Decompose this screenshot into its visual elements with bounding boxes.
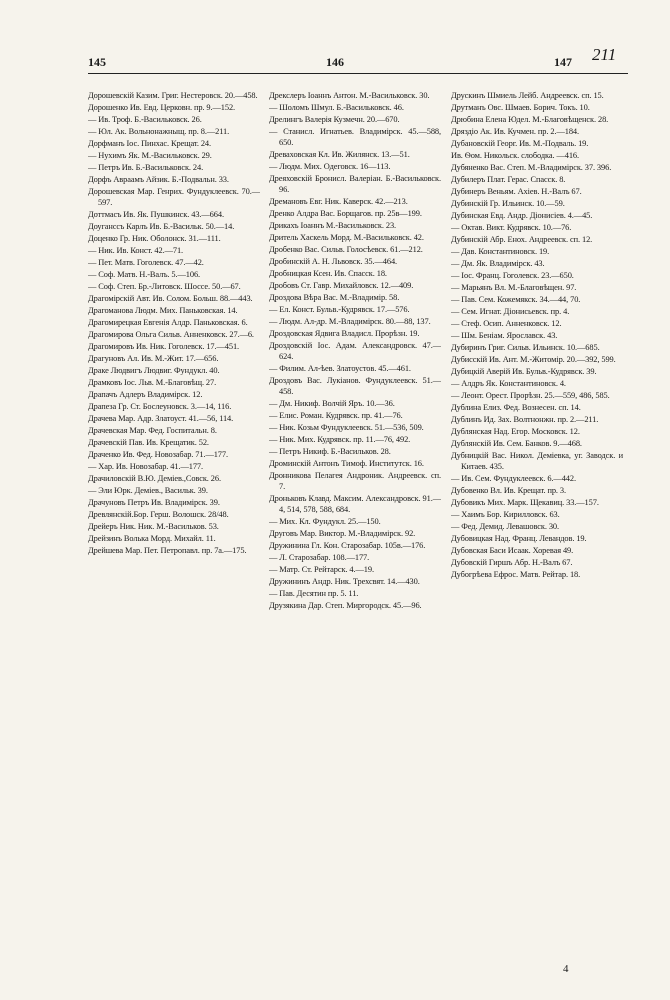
directory-entry: Дроздова Вѣра Вас. М.-Владимір. 58. bbox=[269, 293, 400, 302]
directory-entry: Драчева Мар. Адр. Златоуст. 41.—56, 114. bbox=[88, 414, 234, 423]
directory-entry: — Пав. Десятин пр. 5. 11. bbox=[269, 589, 359, 598]
page-header bbox=[88, 45, 628, 71]
directory-entry: — Петръ Никиф. Б.-Васильков. 28. bbox=[269, 447, 391, 456]
directory-entry: Дубовенко Вл. Ив. Крещат. пр. 3. bbox=[451, 486, 567, 495]
directory-entry: — Сем. Игнат. Діонисьевск. пр. 4. bbox=[451, 307, 570, 316]
directory-entry: Дубовскій Гиршъ Абр. Н.-Валъ 67. bbox=[451, 558, 573, 567]
directory-entry: Дрелингъ Валерія Кузмечн. 20.—670. bbox=[269, 115, 400, 124]
directory-entry: — Станисл. Игнатьев. Владимірск. 45.—588, 650. bbox=[269, 127, 441, 147]
directory-entry: Драпачъ Адлеръ Владимірск. 12. bbox=[88, 390, 203, 399]
directory-entry: Драмковъ Іос. Льв. М.-Благовѣщ. 27. bbox=[88, 378, 217, 387]
directory-entry: — Дм. Як. Владимірск. 43. bbox=[451, 259, 545, 268]
directory-entry: Драгомирова Ольга Сильв. Анненковск. 27.—6. bbox=[88, 330, 254, 339]
directory-entry: Дубилеръ Плат. Герас. Спасск. 8. bbox=[451, 175, 566, 184]
directory-entry: Дремановъ Евг. Ник. Каверск. 42.—213. bbox=[269, 197, 408, 206]
directory-entry: Дроздовская Ядвига Владисл. Прорѣзн. 19. bbox=[269, 329, 420, 338]
directory-entry: Дорошевскій Казим. Григ. Нестеровск. 20.—458. bbox=[88, 91, 258, 100]
directory-entry: Доуганссъ Карлъ Ив. Б.-Васильк. 50.—14. bbox=[88, 222, 235, 231]
directory-entry: Друтманъ Овс. Шмаев. Борич. Токъ. 10. bbox=[451, 103, 590, 112]
directory-entry: Дритель Хаскель Морд. М.-Васильковск. 42. bbox=[269, 233, 424, 242]
directory-entry: Драгомировъ Ив. Ник. Гоголевск. 17.—451. bbox=[88, 342, 240, 351]
directory-entry: Драгуновъ Ал. Ив. М.-Жит. 17.—656. bbox=[88, 354, 219, 363]
directory-entry: — Марьянъ Вл. М.-Благовѣщен. 97. bbox=[451, 283, 577, 292]
directory-entry: Дубинская Евд. Андр. Діонисіев. 4.—45. bbox=[451, 211, 593, 220]
directory-entry: — Л. Старозабар. 108.—177. bbox=[269, 553, 370, 562]
directory-entry: Ив. Ѳом. Никольск. слободка. —416. bbox=[451, 151, 580, 160]
directory-column-3 bbox=[451, 90, 623, 950]
directory-entry: Дорфъ Авраамъ Айзик. Б.-Подвальн. 33. bbox=[88, 175, 229, 184]
directory-entry: Дреяховскій Бронисл. Валеріан. Б.-Васильковск. 96. bbox=[269, 174, 441, 194]
directory-entry: Дубицкій Аверій Ив. Бульв.-Кудрявск. 39. bbox=[451, 367, 597, 376]
directory-entry: — Шм. Беніам. Ярославск. 43. bbox=[451, 331, 558, 340]
page-number-right: 147 bbox=[554, 55, 572, 69]
page-number-left: 145 bbox=[88, 55, 106, 69]
directory-entry: Древаховская Кл. Ив. Жилянск. 13.—51. bbox=[269, 150, 410, 159]
directory-entry: Дубяненко Вас. Степ. М.-Владимірск. 37. 396. bbox=[451, 163, 612, 172]
directory-entry: Дубановскій Георг. Ив. М.-Подваль. 19. bbox=[451, 139, 589, 148]
directory-entry: Дубинскій Абр. Енох. Андреевск. сп. 12. bbox=[451, 235, 593, 244]
directory-entry: Дубисскій Ив. Ант. М.-Житомір. 20.—392, 599. bbox=[451, 355, 616, 364]
directory-column-2 bbox=[269, 90, 441, 950]
directory-entry: — Дав. Константиновск. 19. bbox=[451, 247, 550, 256]
directory-entry: Дробницкая Ксен. Ив. Спасск. 18. bbox=[269, 269, 387, 278]
directory-entry: Дробовъ Ст. Гавр. Михайловск. 12.—409. bbox=[269, 281, 414, 290]
directory-entry: Дробенко Вас. Сильв. Голосѣевск. 61.—212. bbox=[269, 245, 423, 254]
directory-entry: Дублинъ Ид. Зах. Волтнонжн. пр. 2.—211. bbox=[451, 415, 599, 424]
directory-entry: Дроздовскій Іос. Адам. Александровск. 47.—624. bbox=[269, 341, 441, 361]
directory-entry: — Ник. Козьм Фундуклеевск. 51.—536, 509. bbox=[269, 423, 424, 432]
directory-entry: Дроминскій Антонъ Тимоф. Институтск. 16. bbox=[269, 459, 424, 468]
directory-entry: Дубинскій Гр. Ильинск. 10.—59. bbox=[451, 199, 565, 208]
directory-entry: — Людм. Мих. Одеговск. 16—113. bbox=[269, 162, 391, 171]
directory-entry: — Матр. Ст. Рейтарск. 4.—19. bbox=[269, 565, 374, 574]
directory-entry: Друскинъ Шмиель Лейб. Андреевск. сп. 15. bbox=[451, 91, 604, 100]
header-rule bbox=[88, 73, 628, 74]
directory-entry: — Филим. Ал-ѣев. Златоустов. 45.—461. bbox=[269, 364, 411, 373]
directory-entry: Дронникова Пелагея Андроник. Андреевск. сп. 7. bbox=[269, 471, 441, 491]
directory-entry: Дубовикъ Мих. Марк. Щекавиц. 33.—157. bbox=[451, 498, 599, 507]
directory-entry: Дублина Елиз. Фед. Вознесен. сп. 14. bbox=[451, 403, 581, 412]
directory-entry: Драпеза Гр. Ст. Бослеуновск. 3.—14, 116. bbox=[88, 402, 232, 411]
directory-entry: — Хар. Ив. Новозабар. 41.—177. bbox=[88, 462, 203, 471]
footer-signature-number: 4 bbox=[563, 963, 569, 975]
directory-entry: Дубовицкая Над. Франц. Левандов. 19. bbox=[451, 534, 587, 543]
directory-entry: — Алдръ Як. Константиновск. 4. bbox=[451, 379, 566, 388]
directory-entry: Дрикахъ Іоаннъ М.-Васильковск. 23. bbox=[269, 221, 397, 230]
directory-entry: Драчевская Мар. Фед. Госпитальн. 8. bbox=[88, 426, 217, 435]
directory-entry: Драгомірскій Авт. Ив. Солом. Больш. 88.—443. bbox=[88, 294, 253, 303]
directory-entry: Драгомирецкая Евгенія Алдр. Паньковская. 6. bbox=[88, 318, 248, 327]
directory-entry: Друговъ Мар. Виктор. М.-Владимірск. 92. bbox=[269, 529, 416, 538]
directory-entry: Дубницкій Вас. Никол. Деміевка, уг. Заводск. и Китаев. 435. bbox=[451, 451, 623, 471]
directory-entry: — Ник. Ив. Конст. 42.—71. bbox=[88, 246, 184, 255]
directory-entry: — Ел. Конст. Бульв.-Кудрявск. 17.—576. bbox=[269, 305, 410, 314]
directory-entry: Дубинеръ Веньям. Ахіев. Н.-Валъ 67. bbox=[451, 187, 582, 196]
directory-entry: Драчиловскій В.Ю. Деміев.,Совск. 26. bbox=[88, 474, 221, 483]
directory-entry: Драгоманова Людм. Мих. Паньковская. 14. bbox=[88, 306, 238, 315]
directory-entry: Древлянскій.Бор. Герш. Волошск. 28/48. bbox=[88, 510, 229, 519]
directory-columns bbox=[88, 90, 628, 950]
directory-entry: Дружининъ Андр. Ник. Трехсвят. 14.—430. bbox=[269, 577, 420, 586]
directory-entry: Дроздовъ Вас. Лукіанов. Фундуклеевск. 51.—458. bbox=[269, 376, 441, 396]
directory-entry: — Соф. Степ. Бр.-Литовск. Шоссе. 50.—67. bbox=[88, 282, 241, 291]
directory-entry: Дроньковъ Клавд. Максим. Александровск. 91.—4, 514, 578, 588, 684. bbox=[269, 494, 441, 514]
page-number-center: 146 bbox=[326, 55, 344, 69]
handwritten-page-mark: 211 bbox=[592, 45, 617, 64]
directory-entry: — Эли Юрк. Деміев., Васильк. 39. bbox=[88, 486, 208, 495]
directory-entry: Дубогрѣева Ефрос. Матв. Рейтар. 18. bbox=[451, 570, 581, 579]
directory-entry: — Ив. Троф. Б.-Васильковск. 26. bbox=[88, 115, 202, 124]
directory-entry: Дрекслеръ Іоаннъ Антон. М.-Васильковск. 30. bbox=[269, 91, 430, 100]
directory-entry: Дорфманъ Іос. Пинхас. Крещат. 24. bbox=[88, 139, 212, 148]
directory-entry: — Юл. Ак. Вольнонажныщ. пр. 8.—211. bbox=[88, 127, 230, 136]
directory-entry: Доттмасъ Ив. Як. Пушкинск. 43.—664. bbox=[88, 210, 224, 219]
directory-entry: — Леонт. Орест. Прорѣзн. 25.—559, 486, 585. bbox=[451, 391, 610, 400]
directory-entry: — Ив. Сем. Фундуклеевск. 6.—442. bbox=[451, 474, 576, 483]
directory-entry: — Октав. Викт. Кудрявск. 10.—76. bbox=[451, 223, 572, 232]
directory-entry: — Фед. Демид. Левашовск. 30. bbox=[451, 522, 559, 531]
directory-entry: — Нухимъ Як. М.-Васильковск. 29. bbox=[88, 151, 212, 160]
directory-entry: — Пав. Сем. Кожемякск. 34.—44, 70. bbox=[451, 295, 581, 304]
directory-entry: Дрейеръ Ник. Ник. М.-Васильков. 53. bbox=[88, 522, 219, 531]
directory-entry: Драчевскій Пав. Ив. Крещатик. 52. bbox=[88, 438, 209, 447]
directory-entry: — Мих. Кл. Фундукл. 25.—150. bbox=[269, 517, 381, 526]
directory-entry: Дублянская Над. Егор. Московск. 12. bbox=[451, 427, 580, 436]
directory-entry: Дубовская Баси Исаак. Хоревая 49. bbox=[451, 546, 574, 555]
directory-entry: Доценко Гр. Ник. Оболонск. 31.—111. bbox=[88, 234, 221, 243]
directory-entry: — Людм. Ал-др. М.-Владимірск. 80.—88, 137. bbox=[269, 317, 431, 326]
directory-entry: — Іос. Франц. Гоголевск. 23.—650. bbox=[451, 271, 574, 280]
directory-entry: Дрюбина Елена Юдел. М.-Благовѣщенск. 28. bbox=[451, 115, 609, 124]
directory-entry: Дубиринъ Григ. Сильв. Ильинск. 10.—685. bbox=[451, 343, 600, 352]
directory-column-1 bbox=[88, 90, 260, 950]
directory-entry: — Хаимъ Бор. Кирилловск. 63. bbox=[451, 510, 560, 519]
directory-entry: — Елис. Роман. Кудрявск. пр. 41.—76. bbox=[269, 411, 403, 420]
directory-entry: Драченко Ив. Фед. Новозабар. 71.—177. bbox=[88, 450, 228, 459]
directory-entry: Дряздіо Ак. Ив. Кучмен. пр. 2.—184. bbox=[451, 127, 579, 136]
directory-entry: Дорошевская Мар. Генрих. Фундуклеевск. 70.—597. bbox=[88, 187, 260, 207]
directory-entry: Дрейшева Мар. Пет. Петропавл. пр. 7а.—175. bbox=[88, 546, 247, 555]
directory-entry: Друзякина Дар. Степ. Миргородск. 45.—96. bbox=[269, 601, 422, 610]
directory-entry: Драчуновъ Петръ Ив. Владимірск. 39. bbox=[88, 498, 220, 507]
directory-entry: — Шоломъ Шмул. Б.-Васильковск. 46. bbox=[269, 103, 404, 112]
directory-entry: Драке Людвигъ Людвиг. Фундукл. 40. bbox=[88, 366, 220, 375]
directory-entry: — Дм. Никиф. Волчій Яръ. 10.—36. bbox=[269, 399, 395, 408]
directory-entry: Дробинскій А. Н. Львовск. 35.—464. bbox=[269, 257, 398, 266]
directory-entry: — Соф. Матв. Н.-Валъ. 5.—106. bbox=[88, 270, 201, 279]
directory-entry: Дружинина Гл. Кон. Старозабар. 105в.—176. bbox=[269, 541, 426, 550]
directory-entry: — Пет. Матв. Гоголевск. 47.—42. bbox=[88, 258, 204, 267]
directory-entry: Дрейзинъ Волька Морд. Михайл. 11. bbox=[88, 534, 216, 543]
directory-entry: — Ник. Мих. Кудрявск. пр. 11.—76, 492. bbox=[269, 435, 411, 444]
directory-entry: — Стеф. Осип. Анненковск. 12. bbox=[451, 319, 562, 328]
directory-entry: Дублянскій Ив. Сем. Банков. 9.—468. bbox=[451, 439, 582, 448]
directory-entry: Дорошенко Ив. Евд. Церковн. пр. 9.—152. bbox=[88, 103, 236, 112]
directory-entry: — Петръ Ив. Б.-Васильковск. 24. bbox=[88, 163, 204, 172]
directory-entry: Дренко Алдра Вас. Борщагов. пр. 25в—199. bbox=[269, 209, 422, 218]
